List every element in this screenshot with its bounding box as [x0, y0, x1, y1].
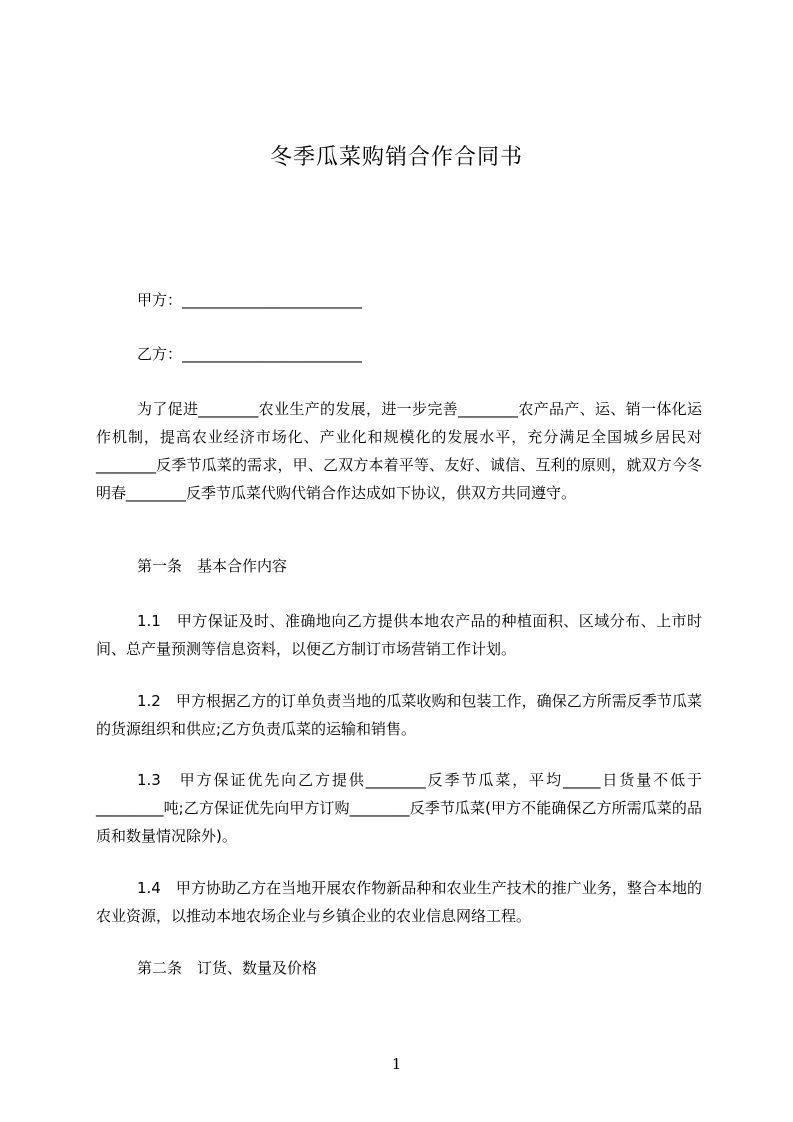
clause-1-2: 1.2 甲方根据乙方的订单负责当地的瓜菜收购和包装工作，确保乙方所需反季节瓜菜的货源组织和供应;乙方负责瓜菜的运输和销售。 [96, 692, 702, 738]
article-2-heading: 第二条 订货、数量及价格 [137, 959, 318, 977]
document-title: 冬季瓜菜购销合作合同书 [269, 145, 523, 170]
clause-1-4: 1.4 甲方协助乙方在当地开展农作物新品种和农业生产技术的推广业务，整合本地的农业资源，以推动本地农场企业与乡镇企业的农业信息网络工程。 [96, 879, 702, 925]
page-number: 1 [391, 1055, 402, 1073]
clause-1-1: 1.1 甲方保证及时、准确地向乙方提供本地农产品的种植面积、区域分布、上市时间、总产量预测等信息资料，以便乙方制订市场营销工作计划。 [96, 612, 702, 658]
party-a-line: 甲方：________________________ [137, 291, 363, 309]
clause-1-3: 1.3 甲方保证优先向乙方提供________反季节瓜菜，平均_____日货量不低于_________吨;乙方保证优先向甲方订购________反季节瓜菜(甲方不能确保乙方所需瓜菜的品质和数量情况除外)。 [96, 771, 702, 845]
article-1-heading: 第一条 基本合作内容 [137, 557, 288, 575]
preamble-paragraph: 为了促进________农业生产的发展，进一步完善________农产品产、运、销一体化运作机制，提高农业经济市场化、产业化和规模化的发展水平，充分满足全国城乡居民对________反季节瓜菜的需求，甲、乙双方本着平等、友好、诚信、互利的原则，就双方今冬明春________反季节瓜菜代购代销合作达成如下协议，供双方共同遵守。 [96, 400, 702, 502]
party-b-line: 乙方：________________________ [137, 345, 363, 363]
